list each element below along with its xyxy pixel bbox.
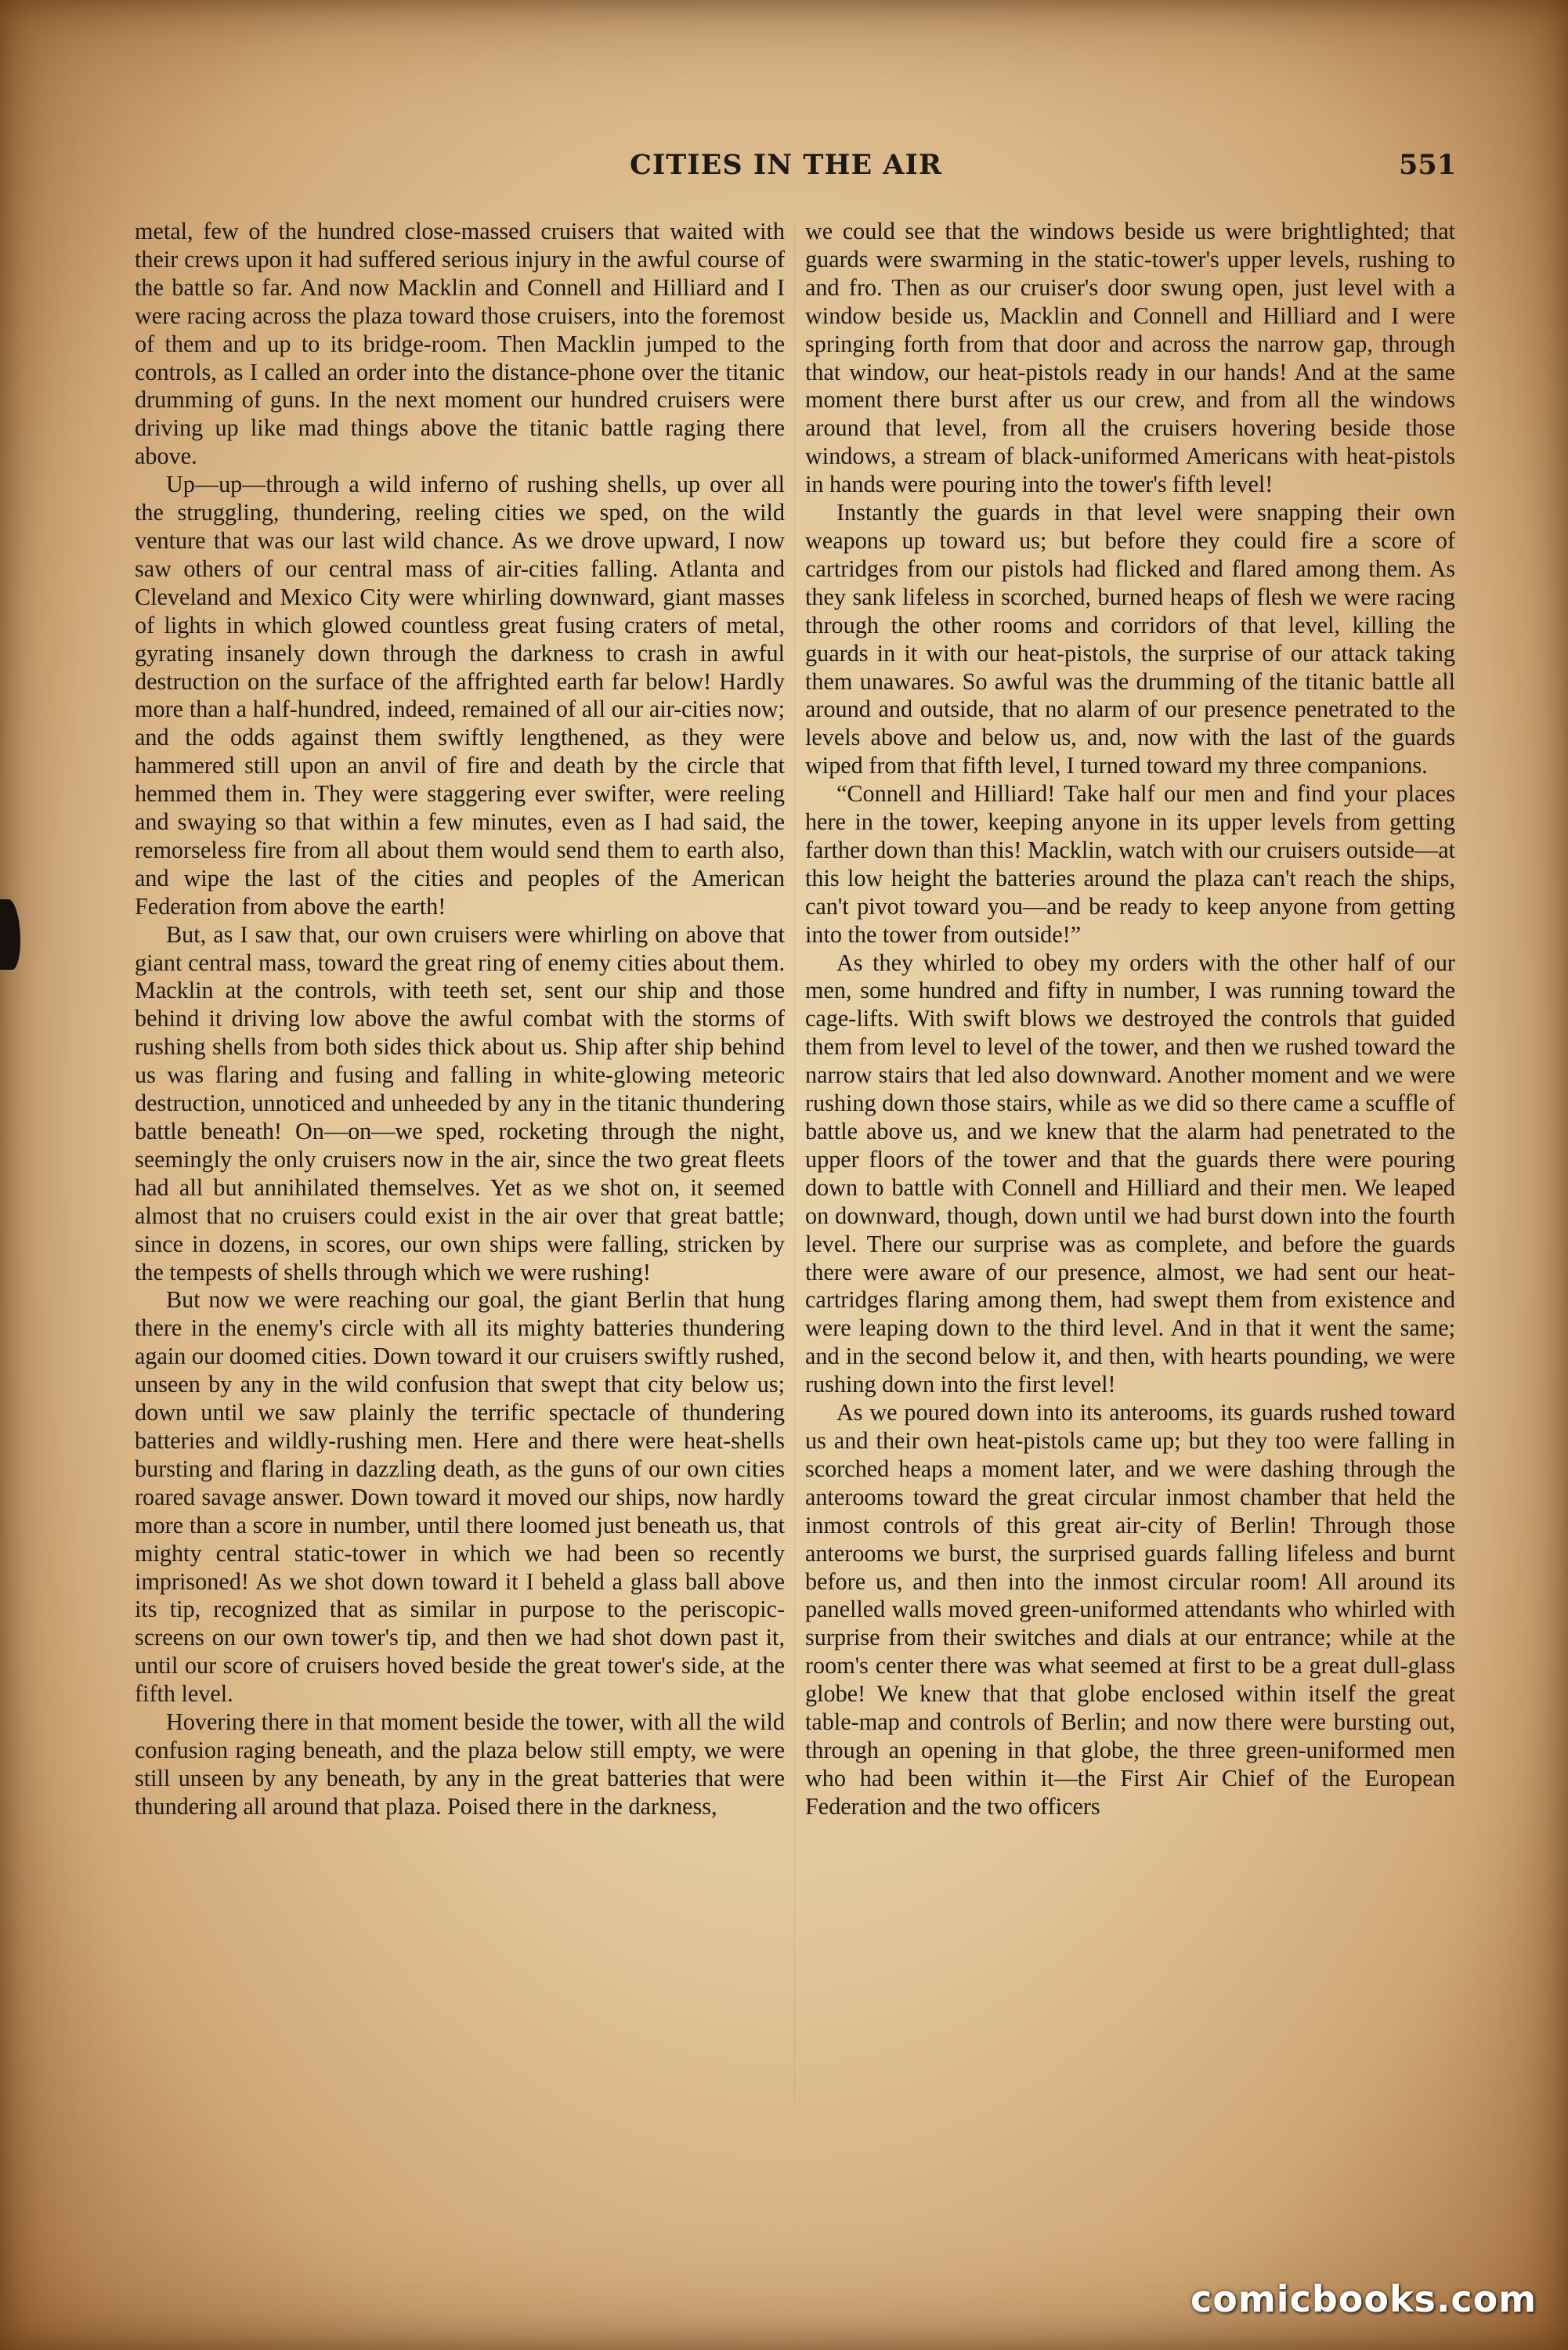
paragraph: But now we were reaching our goal, the giant Berlin that hung there in the enemy's circle with all its mighty batteries thundering again our doomed cities. Down toward it our cruisers swiftly rushed, unseen by any in the wild confusion that swept that city below us; down until we saw plainly the terrific spectacle of thundering batteries and wildly-rushing men. Here and there were heat-shells bursting and flaring in dazzling death, as the guns of our own cities roared savage answer. Down toward it moved our ships, now hardly more than a score in number, until there loomed just beneath us, that mighty central static-tower in which we had been so recently imprisoned! As we shot down toward it I beheld a glass ball above its tip, recognized that as similar in purpose to the periscopic-screens on our own tower's tip, and then we had shot down past it, until our score of cruisers hoved beside the great tower's side, at the fifth level. (135, 1286, 785, 1708)
text-column-left (135, 218, 785, 2121)
site-watermark: comicbooks.com (1190, 2278, 1537, 2320)
text-column-right (805, 218, 1455, 2121)
paragraph: “Connell and Hilliard! Take half our men and find your places here in the tower, keeping anyone in its upper levels from getting farther down than this! Macklin, watch with our cruisers outside—at this low height the batteries around the plaza can't reach the ships, can't pivot toward you—and be ready to keep anyone from getting into the tower from outside!” (805, 780, 1455, 948)
paragraph: we could see that the windows beside us were brightlighted; that guards were swarming in the static-tower's upper levels, rushing to and fro. Then as our cruiser's door swung open, just level with a window beside us, Macklin and Connell and Hilliard and I were springing forth from that door and across the narrow gap, through that window, our heat-pistols ready in our hands! And at the same moment there burst after us our crew, and from all the windows around that level, from all the cruisers hovering beside those windows, a stream of black-uniformed Americans with heat-pistols in hands were pouring into the tower's fifth level! (805, 218, 1455, 498)
running-head: CITIES IN THE AIR (630, 149, 942, 181)
paragraph: As we poured down into its anterooms, its guards rushed toward us and their own heat-pistols came up; but they too were falling in scorched heaps a moment later, and we were dashing through the anterooms toward the great circular inmost chamber that held the inmost controls of this great air-city of Berlin! Through those anterooms we burst, the surprised guards falling lifeless and burnt before us, and then into the inmost circular room! All around its panelled walls moved green-uniformed attendants who whirled with surprise from their switches and dials at our entrance; while at the room's center there was what seemed at first to be a great dull-glass globe! We knew that that globe enclosed within itself the great table-map and controls of Berlin; and now there were bursting out, through an opening in that globe, the three green-uniformed men who had been within it—the First Air Chief of the European Federation and the two officers (805, 1399, 1455, 1820)
paragraph: As they whirled to obey my orders with the other half of our men, some hundred and fifty in number, I was running toward the cage-lifts. With swift blows we destroyed the controls that guided them from level to level of the tower, and then we rushed toward the narrow stairs that led also downward. Another moment and we were rushing down those stairs, while as we did so there came a scuffle of battle above us, and we knew that the alarm had penetrated to the upper floors of the tower and that the guards there were pouring down to battle with Connell and Hilliard and their men. We leaped on downward, though, down until we had burst down into the fourth level. There our surprise was as complete, and before the guards there were aware of our presence, almost, we had sent our heat-cartridges flaring among them, had swept them from existence and were leaping down to the third level. And in that it went the same; and in the second below it, and then, with hearts pounding, we were rushing down into the first level! (805, 949, 1455, 1398)
paragraph: Up—up—through a wild inferno of rushing shells, up over all the struggling, thundering, reeling cities we sped, on the wild venture that was our last wild chance. As we drove upward, I now saw others of our central mass of air-cities falling. Atlanta and Cleveland and Mexico City were whirling downward, giant masses of lights in which glowed countless great fusing craters of metal, gyrating insanely down through the darkness to crash in awful destruction on the surface of the affrighted earth far below! Hardly more than a half-hundred, indeed, remained of all our air-cities now; and the odds against them swiftly lengthened, as they were hammered still upon an anvil of fire and death by the circle that hemmed them in. They were staggering ever swifter, were reeling and swaying so that within a few minutes, even as I had said, the remorseless fire from all about them would send them to earth also, and wipe the last of the cities and peoples of the American Federation from above the earth! (135, 471, 785, 920)
paragraph: Instantly the guards in that level were snapping their own weapons up toward us; but before they could fire a score of cartridges from our pistols had flicked and flared among them. As they sank lifeless in scorched, burned heaps of flesh we were racing through the other rooms and corridors of that level, killing the guards in it with our heat-pistols, the surprise of our attack taking them unawares. So awful was the drumming of the titanic battle all around and outside, that no alarm of our presence penetrated to the levels above and below us, and, now with the last of the guards wiped from that fifth level, I turned toward my three companions. (805, 499, 1455, 779)
paragraph: But, as I saw that, our own cruisers were whirling on above that giant central mass, toward the great ring of enemy cities about them. Macklin at the controls, with teeth set, sent our ship and those behind it driving low above the awful combat with the storms of rushing shells from both sides thick about us. Ship after ship behind us was flaring and fusing and falling in white-glowing meteoric destruction, unnoticed and unheeded by any in the titanic thundering battle beneath! On—on—we sped, rocketing through the night, seemingly the only cruisers now in the air, since the two great fleets had all but annihilated themselves. Yet as we shot on, it seemed almost that no cruisers could exist in the air over that great battle; since in dozens, in scores, our own ships were falling, stricken by the tempests of shells through which we were rushing! (135, 920, 785, 1285)
paragraph: Hovering there in that moment beside the tower, with all the wild confusion raging beneath, and the plaza below still empty, we were still unseen by any beneath, by any in the great batteries that were thundering all around that plaza. Poised there in the darkness, (135, 1708, 785, 1820)
column-gutter (794, 221, 795, 2101)
paragraph: metal, few of the hundred close-massed cruisers that waited with their crews upon it had suffered serious injury in the awful course of the battle so far. And now Macklin and Connell and Hilliard and I were racing across the plaza toward those cruisers, into the foremost of them and up to its bridge-room. Then Macklin jumped to the controls, as I called an order into the distance-phone over the titanic drumming of guns. In the next moment our hundred cruisers were driving up like mad things above the titanic battle raging there above. (135, 218, 785, 470)
page-edge-tear (0, 899, 20, 970)
page-number: 551 (1399, 149, 1457, 181)
